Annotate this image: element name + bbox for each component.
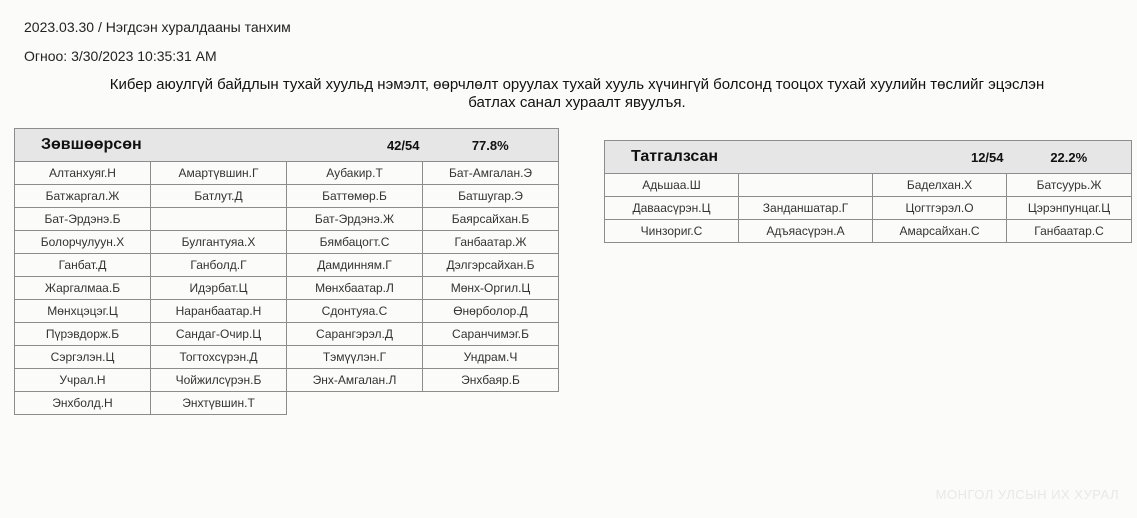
session-header: 2023.03.30 / Нэгдсэн хуралдааны танхим — [24, 19, 291, 35]
member-name-cell: Бат-Амгалан.Э — [423, 162, 559, 185]
member-name-cell: Бямбацогт.С — [287, 231, 423, 254]
member-name-cell: Пүрэвдорж.Б — [15, 323, 151, 346]
motion-line-1: Кибер аюулгүй байдлын тухай хуульд нэмэлт, өөрчлөлт оруулах тухай хууль хүчингүй болсонд тооцох тухай хуулийн төслийг эцэслэн — [109, 76, 1045, 93]
member-name-cell: Цэрэнпунцаг.Ц — [1007, 197, 1132, 220]
member-name-cell: Ундрам.Ч — [423, 346, 559, 369]
member-name-cell: Адьшаа.Ш — [605, 174, 739, 197]
member-name-cell: Ганбаатар.Ж — [423, 231, 559, 254]
member-name-cell: Баделхан.Х — [873, 174, 1007, 197]
member-name-cell: Мөнх-Оргил.Ц — [423, 277, 559, 300]
member-name-cell — [151, 208, 287, 231]
rejected-percent: 22.2% — [1007, 141, 1132, 174]
motion-line-2: батлах санал хураалт явуулъя. — [468, 94, 686, 111]
table-row — [15, 162, 559, 185]
table-row — [15, 323, 559, 346]
member-name-cell: Мөнхцэцэг.Ц — [15, 300, 151, 323]
member-name-cell: Өнөрболор.Д — [423, 300, 559, 323]
member-name-cell: Ганбаатар.С — [1007, 220, 1132, 243]
member-name-cell: Мөнхбаатар.Л — [287, 277, 423, 300]
member-name-cell: Учрал.Н — [15, 369, 151, 392]
motion-text — [22, 76, 1132, 112]
member-name-cell: Батжаргал.Ж — [15, 185, 151, 208]
member-name-cell: Даваасүрэн.Ц — [605, 197, 739, 220]
vote-timestamp: Огноо: 3/30/2023 10:35:31 AM — [24, 48, 217, 64]
member-name-cell: Аубакир.Т — [287, 162, 423, 185]
member-name-cell: Адъяасүрэн.А — [739, 220, 873, 243]
rejected-header-row — [605, 141, 1132, 174]
table-row — [605, 220, 1132, 243]
member-name-cell: Сэргэлэн.Ц — [15, 346, 151, 369]
member-name-cell: Саранчимэг.Б — [423, 323, 559, 346]
table-row — [15, 231, 559, 254]
member-name-cell: Батшугар.Э — [423, 185, 559, 208]
member-name-cell: Булгантуяа.Х — [151, 231, 287, 254]
approved-header-row — [15, 129, 559, 162]
member-name-cell: Ганболд.Г — [151, 254, 287, 277]
member-name-cell: Ганбат.Д — [15, 254, 151, 277]
member-name-cell: Сандаг-Очир.Ц — [151, 323, 287, 346]
rejected-title: Татгалзсан — [605, 141, 873, 174]
member-name-cell: Баярсайхан.Б — [423, 208, 559, 231]
member-name-cell: Идэрбат.Ц — [151, 277, 287, 300]
member-name-cell: Тэмүүлэн.Г — [287, 346, 423, 369]
member-name-cell: Цогтгэрэл.О — [873, 197, 1007, 220]
table-row — [15, 208, 559, 231]
approved-percent: 77.8% — [423, 129, 559, 162]
table-row — [15, 185, 559, 208]
table-row — [15, 392, 559, 415]
member-name-cell: Баттөмөр.Б — [287, 185, 423, 208]
table-row — [15, 277, 559, 300]
member-name-cell: Энхболд.Н — [15, 392, 151, 415]
member-name-cell: Энхбаяр.Б — [423, 369, 559, 392]
table-row — [605, 174, 1132, 197]
member-name-cell: Сарангэрэл.Д — [287, 323, 423, 346]
member-name-cell: Дэлгэрсайхан.Б — [423, 254, 559, 277]
member-name-cell: Алтанхуяг.Н — [15, 162, 151, 185]
member-name-cell: Батсуурь.Ж — [1007, 174, 1132, 197]
rejected-count: 12/54 — [873, 141, 1007, 174]
member-name-cell: Батлут.Д — [151, 185, 287, 208]
table-row — [15, 346, 559, 369]
member-name-cell: Жаргалмаа.Б — [15, 277, 151, 300]
member-name-cell: Дамдинням.Г — [287, 254, 423, 277]
member-name-cell: Наранбаатар.Н — [151, 300, 287, 323]
member-name-cell: Сдонтуяа.С — [287, 300, 423, 323]
member-name-cell: Чинзориг.С — [605, 220, 739, 243]
table-row — [15, 300, 559, 323]
approved-count: 42/54 — [287, 129, 423, 162]
table-row — [15, 369, 559, 392]
approved-votes-table — [14, 128, 559, 415]
member-name-cell — [739, 174, 873, 197]
watermark: МОНГОЛ УЛСЫН ИХ ХУРАЛ — [935, 487, 1119, 502]
member-name-cell: Бат-Эрдэнэ.Ж — [287, 208, 423, 231]
member-name-cell: Амарсайхан.С — [873, 220, 1007, 243]
member-name-cell: Занданшатар.Г — [739, 197, 873, 220]
member-name-cell: Амартүвшин.Г — [151, 162, 287, 185]
table-row — [15, 254, 559, 277]
rejected-votes-table — [604, 140, 1132, 243]
approved-title: Зөвшөөрсөн — [15, 129, 287, 162]
member-name-cell: Бат-Эрдэнэ.Б — [15, 208, 151, 231]
member-name-cell: Энхтүвшин.Т — [151, 392, 287, 415]
member-name-cell: Энх-Амгалан.Л — [287, 369, 423, 392]
member-name-cell: Тогтохсүрэн.Д — [151, 346, 287, 369]
member-name-cell: Болорчулуун.Х — [15, 231, 151, 254]
table-row — [605, 197, 1132, 220]
member-name-cell: Чойжилсүрэн.Б — [151, 369, 287, 392]
